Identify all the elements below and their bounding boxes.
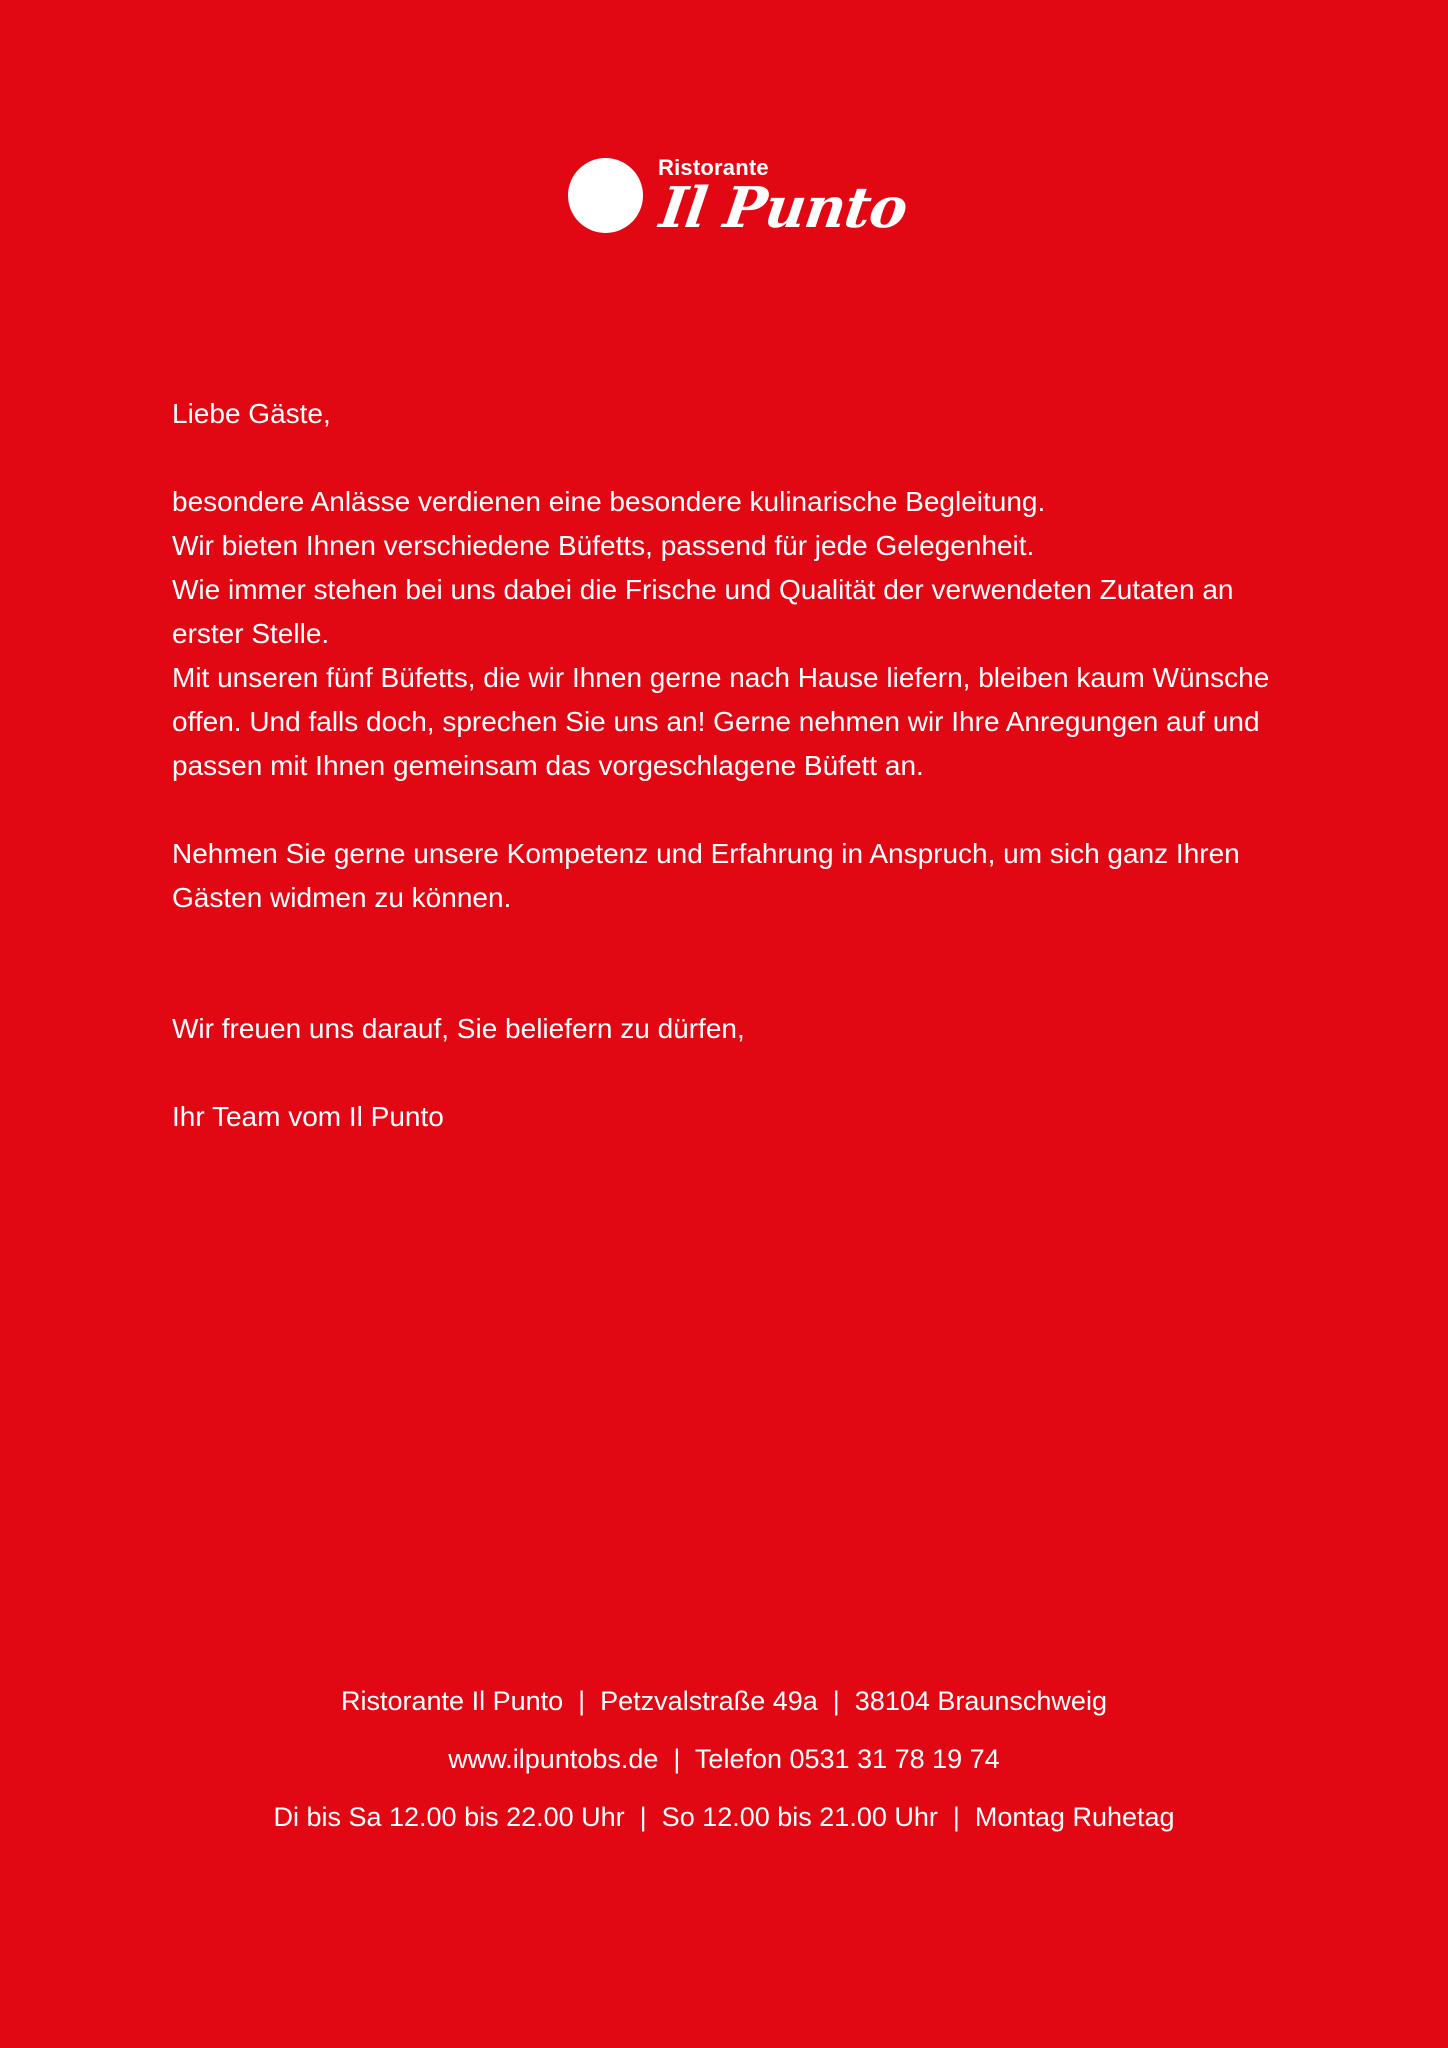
footer-opening-hours: Di bis Sa 12.00 bis 22.00 Uhr | So 12.00 bis 21.00 Uhr | Montag Ruhetag	[273, 1802, 1175, 1832]
spacer	[172, 436, 1282, 480]
restaurant-logo	[568, 155, 911, 246]
footer-contact: www.ilpuntobs.de | Telefon 0531 31 78 19 74	[448, 1744, 1000, 1774]
letter-paragraph-2: Nehmen Sie gerne unsere Kompetenz und Erfahrung in Anspruch, um sich ganz Ihren Gästen widmen zu können.	[172, 838, 1240, 913]
spacer	[172, 920, 1282, 1007]
letter-paragraph-1: besondere Anlässe verdienen eine besondere kulinarische Begleitung. Wir bieten Ihnen verschiedene Büfetts, passend für jede Gelegenheit. Wie immer stehen bei uns dabei die Frische und Qualität der verwendeten Zutaten an erster Stelle. Mit unseren fünf Büfetts, die wir Ihnen gerne nach Hause liefern, bleiben kaum Wünsche offen. Und falls doch, sprechen Sie uns an! Gerne nehmen wir Ihre Anregungen auf und passen mit Ihnen gemeinsam das vorgeschlagene Büfett an.	[172, 486, 1270, 781]
spacer	[172, 788, 1282, 832]
footer-address: Ristorante Il Punto | Petzvalstraße 49a | 38104 Braunschweig	[341, 1686, 1107, 1716]
footer-info	[0, 1672, 1448, 1846]
logo-title: Il Punto	[655, 175, 911, 241]
letter-closing: Wir freuen uns darauf, Sie beliefern zu dürfen,	[172, 1013, 745, 1044]
logo-circle-icon	[568, 158, 643, 233]
logo-subtitle: Ristorante	[658, 155, 769, 180]
letter-greeting: Liebe Gäste,	[172, 398, 331, 429]
letter-signature: Ihr Team vom Il Punto	[172, 1101, 444, 1132]
letter-body	[172, 392, 1282, 1139]
spacer	[172, 1051, 1282, 1095]
